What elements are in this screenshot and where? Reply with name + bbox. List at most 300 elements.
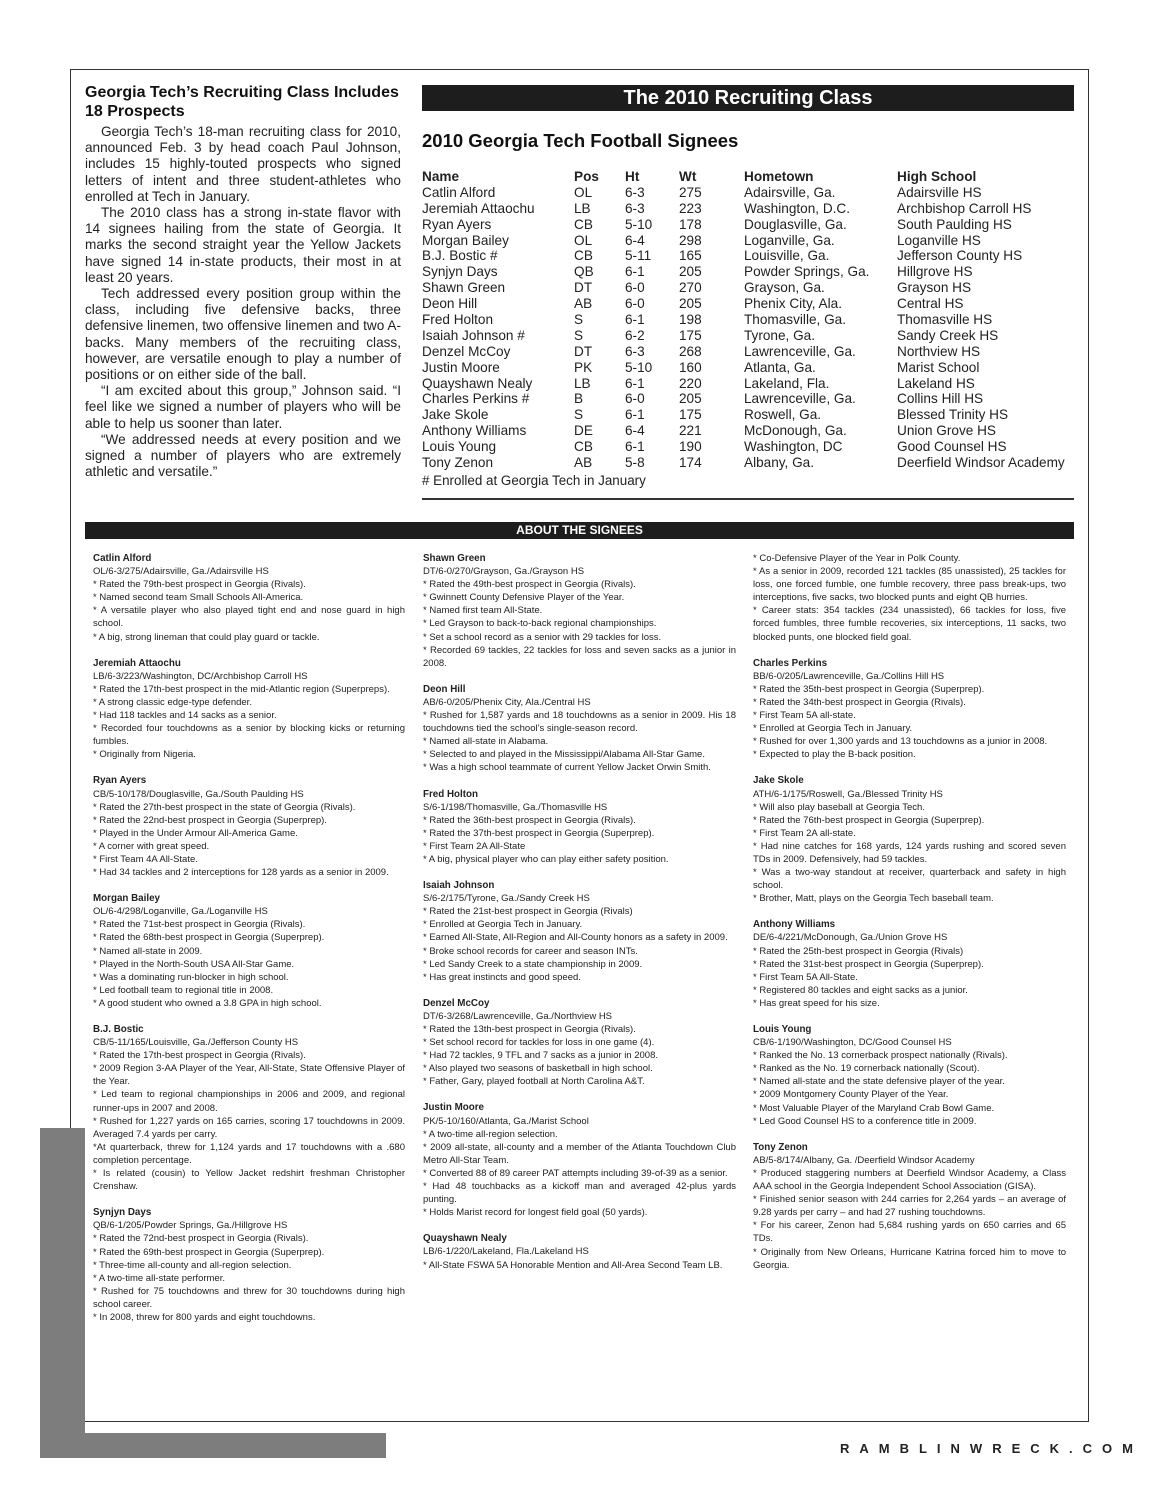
signee-note: * All-State FSWA 5A Honorable Mention and All-Area Second Team LB.: [423, 1259, 723, 1271]
cell-pos: CB: [574, 248, 593, 264]
cell-hometown: McDonough, Ga.: [744, 423, 847, 439]
signee-note: * Played in the North-South USA All-Star Game.: [93, 958, 295, 970]
bio-column: [423, 552, 736, 1285]
signee-bio: [423, 683, 736, 775]
signee-name: Synjyn Days: [93, 1207, 152, 1219]
cell-high-school: Marist School: [897, 359, 980, 375]
cell-hometown: Louisville, Ga.: [744, 248, 830, 264]
cell-name: Charles Perkins #: [422, 391, 530, 407]
table-row: [422, 296, 1082, 312]
signee-note: * A corner with great speed.: [93, 840, 210, 852]
cell-wt: 221: [679, 423, 702, 439]
signees-table: [422, 169, 1082, 471]
table-row: [422, 280, 1082, 296]
signee-note: * Named second team Small Schools All-America.: [93, 592, 304, 604]
signee-bio: [753, 657, 1066, 762]
signee-note: * 2009 Montgomery County Player of the Year.: [753, 1089, 949, 1101]
table-row: [422, 312, 1082, 328]
cell-ht: 6-0: [625, 296, 645, 312]
signee-profile-line: AB/5-8/174/Albany, Ga. /Deerfield Windsor Academy: [753, 1154, 975, 1166]
cell-pos: PK: [574, 359, 593, 375]
signee-name: B.J. Bostic: [93, 1024, 144, 1035]
signee-notes: [423, 814, 736, 866]
signee-note: * A versatile player who also played tight end and nose guard in high school.: [93, 605, 405, 630]
cell-hometown: Douglasville, Ga.: [744, 216, 847, 232]
cell-name: Shawn Green: [422, 280, 506, 296]
cell-wt: 275: [679, 184, 702, 200]
signee-note: * Rated the 76th-best prospect in Georgia (Superprep).: [753, 814, 985, 826]
signee-note: * Most Valuable Player of the Maryland Crab Bowl Game.: [753, 1102, 995, 1114]
cell-pos: OL: [574, 184, 593, 200]
signee-note: * First Team 2A All-State: [423, 840, 526, 852]
signee-note: * Rated the 68th-best prospect in Georgia (Superprep).: [93, 932, 325, 944]
signee-note: * Rated the 27th-best prospect in the state of Georgia (Rivals).: [93, 801, 356, 813]
cell-hometown: Grayson, Ga.: [744, 280, 825, 296]
cell-high-school: Hillgrove HS: [897, 264, 973, 280]
signee-note: * Had 48 touchbacks as a kickoff man and averaged 42-plus yards punting.: [423, 1181, 736, 1206]
signee-note: * Rushed for over 1,300 yards and 13 touchdowns as a junior in 2008.: [753, 736, 1048, 748]
cell-hometown: Washington, DC: [744, 439, 843, 455]
table-row: [422, 233, 1082, 249]
signee-note: * Career stats: 354 tackles (234 unassisted), 66 tackles for loss, five forced fumbles, three fumble recoveries, six interceptions, 11 sacks, two blocked punts, one blocked field goal.: [753, 605, 1066, 643]
signee-note: * Rushed for 1,587 yards and 18 touchdowns as a senior in 2009. His 18 touchdowns tied the school’s single-season record.: [423, 710, 736, 735]
signee-note: * As a senior in 2009, recorded 121 tackles (85 unassisted), 25 tackles for loss, one forced fumble, one fumble recovery, three pass break-ups, two interceptions, five sacks, two blocked punts and eight QB hurries.: [753, 566, 1066, 604]
signee-note: * Enrolled at Georgia Tech in January.: [423, 919, 583, 931]
cell-ht: 5-10: [625, 216, 653, 232]
signee-bio: [423, 1232, 736, 1271]
intro-paragraph: Tech addressed every position group within the class, including five defensive backs, three defensive linemen, two offensive linemen and two A-backs. Many members of the recruiting class, however, are versatile enough to play a number of positions or on either side of the ball.: [85, 286, 401, 383]
cell-ht: 6-1: [625, 375, 645, 391]
cell-wt: 165: [679, 248, 702, 264]
cell-name: Louis Young: [422, 439, 497, 455]
signee-notes: [93, 1232, 405, 1324]
signees-table-title: 2010 Georgia Tech Football Signees: [422, 130, 739, 151]
signee-note: * Had 72 tackles, 9 TFL and 7 sacks as a junior in 2008.: [423, 1050, 658, 1062]
cell-ht: 5-10: [625, 359, 653, 375]
signee-note: * Had nine catches for 168 yards, 124 yards rushing and scored seven TDs in 2009. Defensively, had 59 tackles.: [753, 840, 1066, 865]
signee-note: * Expected to play the B-back position.: [753, 749, 916, 761]
cell-name: Isaiah Johnson #: [422, 327, 525, 343]
cell-wt: 174: [679, 455, 702, 471]
column-header-name: Name: [422, 169, 460, 184]
signee-bio: [423, 788, 736, 867]
signee-note: * Rushed for 75 touchdowns and threw for 30 touchdowns during high school career.: [93, 1285, 405, 1310]
signee-note: * A big, physical player who can play either safety position.: [423, 853, 669, 865]
signee-note: * Rated the 21st-best prospect in Georgia (Rivals): [423, 906, 633, 918]
signee-bio: [93, 774, 405, 879]
signee-notes: [423, 1023, 736, 1088]
signee-bio: [423, 997, 736, 1089]
signee-profile-line: QB/6-1/205/Powder Springs, Ga./Hillgrove HS: [93, 1220, 288, 1232]
signee-profile-line: OL/6-4/298/Loganville, Ga./Loganville HS: [93, 906, 268, 918]
cell-hometown: Powder Springs, Ga.: [744, 264, 870, 280]
signee-note: * Had 34 tackles and 2 interceptions for 128 yards as a senior in 2009.: [93, 867, 389, 879]
signee-bio: [93, 552, 405, 644]
signee-note: * Had 118 tackles and 14 sacks as a senior.: [93, 710, 277, 722]
cell-high-school: Loganville HS: [897, 232, 981, 248]
cell-hometown: Washington, D.C.: [744, 200, 851, 216]
signee-note: * Originally from Nigeria.: [93, 749, 196, 761]
signee-bio: [93, 892, 405, 1010]
table-row: [422, 376, 1082, 392]
cell-name: Denzel McCoy: [422, 343, 511, 359]
cell-wt: 205: [679, 391, 702, 407]
cell-name: Quayshawn Nealy: [422, 375, 533, 391]
signee-notes: [423, 578, 736, 670]
signee-name: Justin Moore: [423, 1102, 484, 1114]
signee-profile-line: DT/6-3/268/Lawrenceville, Ga./Northview HS: [423, 1010, 613, 1022]
signee-notes: [93, 578, 405, 643]
cell-pos: AB: [574, 296, 593, 312]
signee-name: Deon Hill: [423, 683, 466, 695]
table-row: [422, 391, 1082, 407]
cell-ht: 6-3: [625, 200, 645, 216]
signee-profile-line: LB/6-1/220/Lakeland, Fla./Lakeland HS: [423, 1246, 589, 1258]
cell-wt: 198: [679, 312, 702, 328]
signee-name: Jeremiah Attaochu: [93, 657, 181, 669]
signee-profile-line: S/6-2/175/Tyrone, Ga./Sandy Creek HS: [423, 893, 590, 905]
cell-wt: 160: [679, 359, 702, 375]
signee-name: Anthony Williams: [753, 919, 836, 931]
signee-note: * Ranked as the No. 19 cornerback nationally (Scout).: [753, 1063, 980, 1075]
cell-name: Tony Zenon: [422, 455, 494, 471]
signees-table-header: [422, 169, 1082, 185]
decorative-gray-footer-bar: [40, 1433, 386, 1458]
cell-ht: 6-1: [625, 264, 645, 280]
signee-name: Denzel McCoy: [423, 997, 490, 1009]
signee-notes: [423, 1128, 736, 1220]
table-row: [422, 217, 1082, 233]
signee-note: * Rated the 17th-best prospect in Georgia (Rivals).: [93, 1050, 306, 1062]
signee-notes: [423, 1259, 736, 1272]
cell-wt: 178: [679, 216, 702, 232]
signee-note: * Rated the 25th-best prospect in Georgia (Rivals): [753, 945, 964, 957]
signee-note: * Will also play baseball at Georgia Tech.: [753, 801, 925, 813]
signee-name: Shawn Green: [423, 553, 486, 564]
cell-name: Deon Hill: [422, 296, 478, 312]
signee-note: * 2009 all-state, all-county and a member of the Atlanta Touchdown Club Metro All-Star Team.: [423, 1141, 736, 1166]
column-header-ht: Ht: [625, 169, 640, 184]
cell-pos: S: [574, 312, 584, 328]
cell-wt: 175: [679, 327, 702, 343]
signee-note: * First Team 2A all-state.: [753, 827, 856, 839]
signee-note: * Rated the 34th-best prospect in Georgia (Rivals).: [753, 696, 966, 708]
signee-note: * Rated the 69th-best prospect in Georgia (Superprep).: [93, 1246, 325, 1258]
footer-url[interactable]: RAMBLINWRECK.COM: [840, 1441, 1143, 1456]
signee-note: * Finished senior season with 244 carries for 2,264 yards – an average of 9.28 yards per carry – and had 27 rushing touchdowns.: [753, 1194, 1066, 1219]
cell-pos: LB: [574, 200, 591, 216]
table-row: [422, 264, 1082, 280]
cell-wt: 175: [679, 407, 702, 423]
divider: [422, 498, 1074, 500]
signee-note: * First Team 5A all-state.: [753, 710, 856, 722]
cell-name: Anthony Williams: [422, 423, 527, 439]
cell-hometown: Albany, Ga.: [744, 455, 815, 471]
cell-pos: DE: [574, 423, 593, 439]
signee-note: * In 2008, threw for 800 yards and eight touchdowns.: [93, 1311, 316, 1323]
cell-hometown: Atlanta, Ga.: [744, 359, 816, 375]
bio-column: [753, 552, 1066, 1285]
signee-name: Jake Skole: [753, 775, 804, 787]
signee-note: * A good student who owned a 3.8 GPA in high school.: [93, 997, 322, 1009]
signee-profile-line: AB/6-0/205/Phenix City, Ala./Central HS: [423, 696, 591, 708]
cell-ht: 6-4: [625, 232, 645, 248]
table-row: [422, 201, 1082, 217]
signee-note: * Is related (cousin) to Yellow Jacket redshirt freshman Christopher Crenshaw.: [93, 1168, 405, 1193]
signee-bio: [753, 918, 1066, 1010]
column-header-hometown: Hometown: [744, 169, 814, 184]
cell-hometown: Lawrenceville, Ga.: [744, 343, 856, 359]
cell-wt: 270: [679, 280, 702, 296]
cell-pos: S: [574, 407, 584, 423]
intro-paragraph: “We addressed needs at every position and we signed a number of players who are extremely athletic and versatile.”: [85, 431, 401, 480]
cell-ht: 6-2: [625, 327, 645, 343]
signee-notes: [423, 905, 736, 984]
signee-name: Fred Holton: [423, 788, 478, 800]
cell-name: Justin Moore: [422, 359, 500, 375]
signee-note: * Led Good Counsel HS to a conference title in 2009.: [753, 1115, 977, 1127]
signee-profile-line: CB/5-10/178/Douglasville, Ga./South Paulding HS: [93, 788, 304, 800]
cell-ht: 6-1: [625, 312, 645, 328]
intro-paragraph: “I am excited about this group,” Johnson said. “I feel like we signed a number of players who will be able to help us sooner than later.: [85, 383, 401, 431]
table-row: [422, 328, 1082, 344]
signee-name: Catlin Alford: [93, 553, 152, 564]
signee-note: * Was a two-way standout at receiver, quarterback and safety in high school.: [753, 867, 1066, 892]
signee-profile-line: S/6-1/198/Thomasville, Ga./Thomasville HS: [423, 801, 608, 813]
signee-notes: [753, 1167, 1066, 1272]
signee-note: * Named first team All-State.: [423, 605, 543, 617]
signee-note: * First Team 4A All-State.: [93, 853, 198, 865]
cell-wt: 205: [679, 296, 702, 312]
cell-high-school: Lakeland HS: [897, 375, 975, 391]
cell-high-school: Central HS: [897, 296, 964, 312]
cell-pos: AB: [574, 455, 593, 471]
signee-bio: [423, 1101, 736, 1219]
signee-note: * Played in the Under Armour All-America Game.: [93, 827, 298, 839]
signee-name: Ryan Ayers: [93, 775, 147, 787]
intro-paragraph: Georgia Tech’s 18-man recruiting class for 2010, announced Feb. 3 by head coach Paul Johnson, includes 15 highly-touted prospects who signed letters of intent and three student-athletes who enrolled at Tech in January.: [85, 124, 401, 204]
signee-note: * Registered 80 tackles and eight sacks as a junior.: [753, 984, 968, 996]
signee-bio: [423, 552, 736, 670]
signee-note: * Rated the 13th-best prospect in Georgia (Rivals).: [423, 1024, 636, 1035]
signee-note: * Enrolled at Georgia Tech in January.: [753, 723, 913, 735]
signee-note: * Father, Gary, played football at North Carolina A&T.: [423, 1076, 645, 1088]
cell-pos: QB: [574, 264, 594, 280]
signee-name: Tony Zenon: [753, 1141, 808, 1153]
table-row: [422, 344, 1082, 360]
table-row: [422, 407, 1082, 423]
table-row: [422, 455, 1082, 471]
cell-ht: 6-1: [625, 407, 645, 423]
cell-wt: 190: [679, 439, 702, 455]
signee-note: * Has great instincts and good speed.: [423, 971, 581, 983]
signee-note: * Originally from New Orleans, Hurricane Katrina forced him to move to Georgia.: [753, 1246, 1066, 1271]
signee-note: * Selected to and played in the Mississippi/Alabama All-Star Game.: [423, 749, 705, 761]
signee-notes: [753, 552, 1066, 644]
cell-ht: 6-3: [625, 184, 645, 200]
cell-pos: B: [574, 391, 584, 407]
signee-profile-line: BB/6-0/205/Lawrenceville, Ga./Collins Hill HS: [753, 670, 945, 682]
cell-high-school: Archbishop Carroll HS: [897, 200, 1032, 216]
signee-note: * Set a school record as a senior with 29 tackles for loss.: [423, 631, 662, 643]
signee-note: * Holds Marist record for longest field goal (50 yards).: [423, 1207, 648, 1219]
cell-high-school: Adairsville HS: [897, 184, 982, 200]
table-row: [422, 360, 1082, 376]
cell-pos: DT: [574, 343, 593, 359]
signee-note: * A two-time all-state performer.: [93, 1272, 225, 1284]
signee-note: * Recorded four touchdowns as a senior by blocking kicks or returning fumbles.: [93, 723, 405, 748]
table-row: [422, 439, 1082, 455]
cell-name: Ryan Ayers: [422, 216, 492, 232]
cell-hometown: Lawrenceville, Ga.: [744, 391, 856, 407]
cell-name: B.J. Bostic #: [422, 248, 498, 264]
signee-note: * Rated the 36th-best prospect in Georgia (Rivals).: [423, 814, 636, 826]
signee-profile-line: ATH/6-1/175/Roswell, Ga./Blessed Trinity HS: [753, 788, 943, 800]
signee-note: * Rated the 72nd-best prospect in Georgia (Rivals).: [93, 1233, 309, 1245]
recruiting-class-banner: The 2010 Recruiting Class: [422, 85, 1074, 111]
enrolled-note: # Enrolled at Georgia Tech in January: [422, 473, 646, 488]
signee-notes: [93, 683, 405, 762]
signee-profile-line: CB/6-1/190/Washington, DC/Good Counsel HS: [753, 1037, 952, 1049]
signee-note: * Produced staggering numbers at Deerfield Windsor Academy, a Class AAA school in the Georgia Independent School Association (GISA).: [753, 1167, 1066, 1193]
signee-note: * Led Grayson to back-to-back regional championships.: [423, 618, 657, 630]
cell-high-school: Northview HS: [897, 343, 981, 359]
signee-notes: [93, 1049, 405, 1193]
signee-note: * Led team to regional championships in 2006 and 2009, and regional runner-ups in 2007 and 2008.: [93, 1089, 405, 1114]
signee-bio: [753, 1023, 1066, 1128]
signee-profile-line: PK/5-10/160/Atlanta, Ga./Marist School: [423, 1115, 589, 1127]
cell-pos: OL: [574, 232, 593, 248]
signee-bio: [753, 552, 1066, 644]
cell-pos: LB: [574, 375, 591, 391]
signee-note: * 2009 Region 3-AA Player of the Year, All-State, State Offensive Player of the Year.: [93, 1063, 405, 1088]
signee-note: * Earned All-State, All-Region and All-County honors as a safety in 2009.: [423, 932, 728, 944]
cell-pos: CB: [574, 439, 593, 455]
column-header-pos: Pos: [574, 169, 599, 184]
cell-high-school: Deerfield Windsor Academy: [897, 455, 1065, 471]
cell-pos: S: [574, 327, 584, 343]
cell-high-school: Sandy Creek HS: [897, 327, 999, 343]
signee-profile-line: DE/6-4/221/McDonough, Ga./Union Grove HS: [753, 932, 948, 944]
signee-notes: [753, 1049, 1066, 1128]
signee-name: Charles Perkins: [753, 657, 828, 669]
cell-high-school: Blessed Trinity HS: [897, 407, 1009, 423]
cell-hometown: Phenix City, Ala.: [744, 296, 842, 312]
signee-note: *At quarterback, threw for 1,124 yards and 17 touchdowns with a .680 completion percentage.: [93, 1141, 405, 1166]
cell-hometown: Tyrone, Ga.: [744, 327, 816, 343]
cell-name: Catlin Alford: [422, 184, 496, 200]
signee-note: * Converted 88 of 89 career PAT attempts including 39-of-39 as a senior.: [423, 1167, 728, 1179]
cell-ht: 6-1: [625, 439, 645, 455]
signee-notes: [93, 801, 405, 880]
table-row: [422, 423, 1082, 439]
bio-column: [93, 552, 405, 1337]
signee-note: * Rated the 71st-best prospect in Georgia (Rivals).: [93, 919, 306, 931]
signee-name: Quayshawn Nealy: [423, 1233, 507, 1245]
signee-profile-line: DT/6-0/270/Grayson, Ga./Grayson HS: [423, 566, 585, 578]
signee-note: * Named all-state in Alabama.: [423, 736, 549, 748]
cell-high-school: Grayson HS: [897, 280, 972, 296]
signee-note: * Recorded 69 tackles, 22 tackles for loss and seven sacks as a junior in 2008.: [423, 644, 736, 669]
cell-high-school: Union Grove HS: [897, 423, 996, 439]
table-row: [422, 185, 1082, 201]
cell-ht: 6-3: [625, 343, 645, 359]
signee-note: * Named all-state in 2009.: [93, 945, 203, 957]
intro-paragraph: The 2010 class has a strong in-state flavor with 14 signees hailing from the state of Georgia. It marks the second straight year the Yellow Jackets have signed 14 in-state products, their most in at least 20 years.: [85, 205, 401, 285]
signee-note: * Rated the 79th-best prospect in Georgia (Rivals).: [93, 579, 306, 591]
signee-note: * Gwinnett County Defensive Player of the Year.: [423, 592, 625, 604]
cell-name: Fred Holton: [422, 312, 494, 328]
signee-note: * Brother, Matt, plays on the Georgia Tech baseball team.: [753, 893, 994, 905]
signee-note: * Also played two seasons of basketball in high school.: [423, 1063, 653, 1075]
cell-hometown: Adairsville, Ga.: [744, 184, 836, 200]
signee-name: Morgan Bailey: [93, 893, 160, 905]
cell-wt: 220: [679, 375, 702, 391]
signee-notes: [753, 801, 1066, 906]
signee-notes: [423, 709, 736, 774]
signee-note: * Rated the 22nd-best prospect in Georgia (Superprep).: [93, 814, 327, 826]
signee-note: * Co-Defensive Player of the Year in Polk County.: [753, 553, 961, 564]
signee-note: * Rated the 35th-best prospect in Georgia (Superprep).: [753, 683, 985, 695]
cell-high-school: Good Counsel HS: [897, 439, 1007, 455]
signee-profile-line: LB/6-3/223/Washington, DC/Archbishop Carroll HS: [93, 670, 308, 682]
cell-high-school: Thomasville HS: [897, 312, 993, 328]
signee-note: * Named all-state and the state defensive player of the year.: [753, 1076, 1005, 1088]
signee-name: Louis Young: [753, 1024, 812, 1035]
cell-hometown: Thomasville, Ga.: [744, 312, 846, 328]
signee-note: * Rated the 31st-best prospect in Georgia (Superprep).: [753, 958, 984, 970]
signee-note: * Ranked the No. 13 cornerback prospect nationally (Rivals).: [753, 1050, 1008, 1062]
signee-notes: [93, 918, 405, 1010]
signee-note: * Three-time all-county and all-region selection.: [93, 1259, 292, 1271]
signee-note: * Rated the 37th-best prospect in Georgia (Superprep).: [423, 827, 655, 839]
signee-note: * A big, strong lineman that could play guard or tackle.: [93, 631, 320, 643]
signee-bio: [753, 774, 1066, 905]
about-signees-header: ABOUT THE SIGNEES: [85, 522, 1074, 539]
cell-name: Jeremiah Attaochu: [422, 200, 535, 216]
signee-bio: [93, 657, 405, 762]
signee-note: * Led football team to regional title in 2008.: [93, 984, 274, 996]
signee-notes: [753, 945, 1066, 1010]
cell-name: Synjyn Days: [422, 264, 498, 280]
signee-notes: [753, 683, 1066, 762]
signee-bio: [93, 1206, 405, 1324]
signee-profile-line: OL/6-3/275/Adairsville, Ga./Adairsville HS: [93, 566, 269, 578]
cell-wt: 223: [679, 200, 702, 216]
cell-name: Jake Skole: [422, 407, 489, 423]
table-row: [422, 248, 1082, 264]
signee-bio: [423, 879, 736, 984]
signee-name: Isaiah Johnson: [423, 880, 495, 892]
signee-note: * Has great speed for his size.: [753, 997, 880, 1009]
cell-hometown: Lakeland, Fla.: [744, 375, 830, 391]
signee-bio: [753, 1141, 1066, 1272]
cell-high-school: South Paulding HS: [897, 216, 1012, 232]
cell-ht: 6-0: [625, 391, 645, 407]
signee-note: * Rushed for 1,227 yards on 165 carries, scoring 17 touchdowns in 2009. Averaged 7.4 yards per carry.: [93, 1115, 405, 1140]
signee-note: * Broke school records for career and season INTs.: [423, 945, 638, 957]
signee-note: * Set school record for tackles for loss in one game (4).: [423, 1037, 655, 1049]
cell-high-school: Collins Hill HS: [897, 391, 984, 407]
cell-high-school: Jefferson County HS: [897, 248, 1023, 264]
cell-ht: 5-11: [625, 248, 652, 264]
signee-note: * Was a dominating run-blocker in high school.: [93, 971, 289, 983]
cell-hometown: Loganville, Ga.: [744, 232, 835, 248]
signee-note: * A two-time all-region selection.: [423, 1128, 558, 1140]
cell-wt: 268: [679, 343, 702, 359]
signee-note: * For his career, Zenon had 5,684 rushing yards on 650 carries and 65 TDs.: [753, 1220, 1066, 1245]
signee-note: * Rated the 49th-best prospect in Georgia (Rivals).: [423, 579, 636, 591]
